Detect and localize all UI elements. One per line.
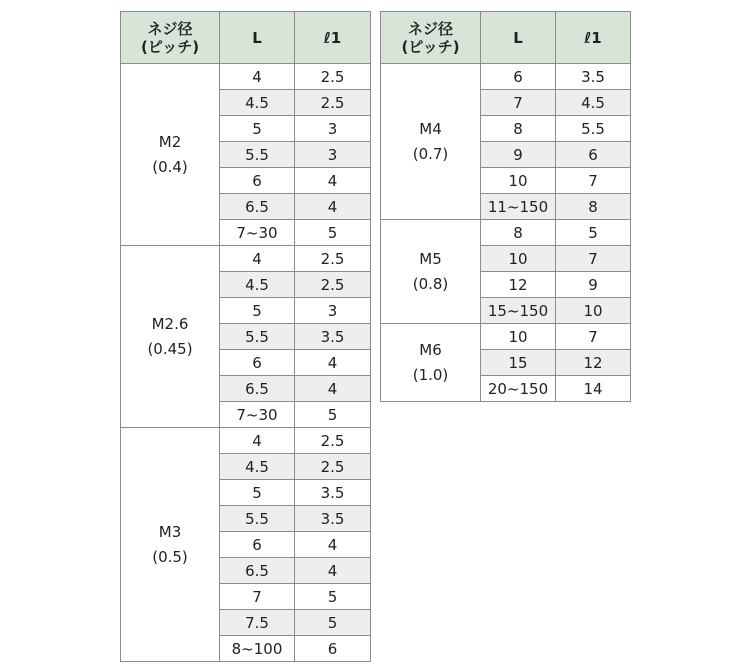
l1-cell: 6 [556, 142, 631, 168]
thread-size-cell [121, 428, 220, 662]
l1-cell: 5.5 [556, 116, 631, 142]
length-cell: 8 [481, 116, 556, 142]
table-row [121, 64, 371, 90]
length-cell: 6 [481, 64, 556, 90]
header-l1: ℓ1 [556, 12, 631, 64]
thread-pitch: (0.7) [412, 144, 449, 163]
length-cell: 4 [220, 64, 295, 90]
length-cell: 10 [481, 168, 556, 194]
l1-cell: 7 [556, 168, 631, 194]
header-thread-size [121, 12, 220, 64]
length-cell: 20~150 [481, 376, 556, 402]
l1-cell: 2.5 [295, 246, 371, 272]
thread-size: M4 [419, 119, 442, 138]
l1-cell: 2.5 [295, 454, 371, 480]
l1-cell: 3 [295, 298, 371, 324]
spec-table-left [120, 11, 371, 662]
thread-size-cell [381, 64, 481, 220]
length-cell: 12 [481, 272, 556, 298]
thread-pitch: (0.4) [152, 157, 188, 176]
l1-cell: 4 [295, 168, 371, 194]
header-length: L [481, 12, 556, 64]
thread-size-cell [121, 64, 220, 246]
length-cell: 15~150 [481, 298, 556, 324]
header-pitch-label: (ピッチ) [140, 37, 200, 56]
length-cell: 5.5 [220, 142, 295, 168]
l1-cell: 4 [295, 558, 371, 584]
l1-cell: 4 [295, 194, 371, 220]
l1-cell: 3.5 [556, 64, 631, 90]
length-cell: 5 [220, 116, 295, 142]
length-cell: 5.5 [220, 506, 295, 532]
thread-size-cell [381, 324, 481, 402]
thread-size: M3 [158, 522, 182, 541]
l1-cell: 5 [295, 220, 371, 246]
thread-size-cell [381, 220, 481, 324]
l1-cell: 5 [295, 402, 371, 428]
l1-cell: 2.5 [295, 64, 371, 90]
header-length: L [220, 12, 295, 64]
thread-pitch: (0.5) [152, 547, 188, 566]
thread-size: M6 [419, 340, 442, 359]
header-thread-size [381, 12, 481, 64]
length-cell: 6.5 [220, 376, 295, 402]
length-cell: 4 [220, 428, 295, 454]
l1-cell: 3.5 [295, 324, 371, 350]
length-cell: 10 [481, 246, 556, 272]
l1-cell: 14 [556, 376, 631, 402]
l1-cell: 8 [556, 194, 631, 220]
length-cell: 4.5 [220, 90, 295, 116]
length-cell: 4.5 [220, 272, 295, 298]
l1-cell: 2.5 [295, 272, 371, 298]
table-row [381, 220, 631, 246]
length-cell: 11~150 [481, 194, 556, 220]
header-row [381, 12, 631, 64]
thread-pitch: (0.8) [412, 274, 449, 293]
table-row [381, 64, 631, 90]
length-cell: 7 [481, 90, 556, 116]
length-cell: 5 [220, 298, 295, 324]
table-body-left [121, 64, 371, 662]
length-cell: 6.5 [220, 558, 295, 584]
length-cell: 8 [481, 220, 556, 246]
length-cell: 6 [220, 168, 295, 194]
table-body-right [381, 64, 631, 402]
length-cell: 6.5 [220, 194, 295, 220]
l1-cell: 7 [556, 324, 631, 350]
l1-cell: 4 [295, 350, 371, 376]
length-cell: 7~30 [220, 402, 295, 428]
table-row [381, 324, 631, 350]
l1-cell: 3 [295, 116, 371, 142]
table-row [121, 246, 371, 272]
l1-cell: 3.5 [295, 506, 371, 532]
l1-cell: 5 [556, 220, 631, 246]
header-l1: ℓ1 [295, 12, 371, 64]
length-cell: 7 [220, 584, 295, 610]
l1-cell: 9 [556, 272, 631, 298]
l1-cell: 10 [556, 298, 631, 324]
l1-cell: 4 [295, 376, 371, 402]
length-cell: 10 [481, 324, 556, 350]
thread-size-cell [121, 246, 220, 428]
thread-size: M5 [419, 249, 442, 268]
header-pitch-label: (ピッチ) [401, 37, 460, 56]
length-cell: 7~30 [220, 220, 295, 246]
length-cell: 4 [220, 246, 295, 272]
header-thread-size-label: ネジ径 [147, 19, 193, 38]
l1-cell: 5 [295, 610, 371, 636]
thread-size: M2 [158, 132, 182, 151]
l1-cell: 12 [556, 350, 631, 376]
thread-pitch: (1.0) [412, 365, 449, 384]
l1-cell: 6 [295, 636, 371, 662]
length-cell: 8~100 [220, 636, 295, 662]
length-cell: 15 [481, 350, 556, 376]
length-cell: 5.5 [220, 324, 295, 350]
l1-cell: 4.5 [556, 90, 631, 116]
header-row [121, 12, 371, 64]
l1-cell: 5 [295, 584, 371, 610]
spec-table-right [380, 11, 631, 402]
thread-pitch: (0.45) [147, 339, 193, 358]
table-row [121, 428, 371, 454]
l1-cell: 2.5 [295, 90, 371, 116]
length-cell: 9 [481, 142, 556, 168]
l1-cell: 2.5 [295, 428, 371, 454]
l1-cell: 3 [295, 142, 371, 168]
length-cell: 7.5 [220, 610, 295, 636]
length-cell: 6 [220, 350, 295, 376]
header-thread-size-label: ネジ径 [407, 19, 453, 38]
l1-cell: 4 [295, 532, 371, 558]
l1-cell: 7 [556, 246, 631, 272]
thread-size: M2.6 [151, 314, 189, 333]
length-cell: 4.5 [220, 454, 295, 480]
length-cell: 6 [220, 532, 295, 558]
length-cell: 5 [220, 480, 295, 506]
l1-cell: 3.5 [295, 480, 371, 506]
